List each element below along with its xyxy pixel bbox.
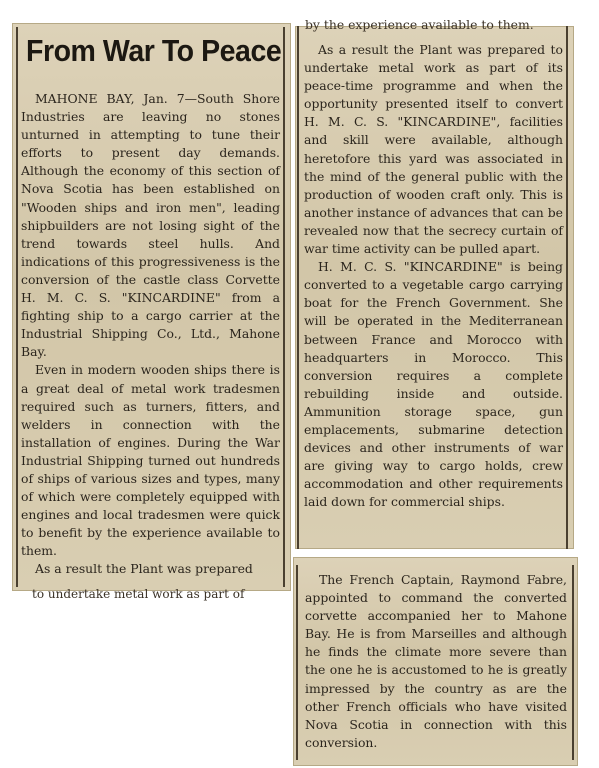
column-rule-right — [572, 565, 574, 760]
column-rule-left — [297, 26, 299, 549]
paragraph: The French Captain, Raymond Fabre, appointed to command the converted corvette accompanied her to Mahone Bay. He is from Marseilles and although he finds the climate more severe than the one he is accustomed to he is greatly impressed by the country as are the other French officials who have visited Nova Scotia in connection with this conversion. — [305, 572, 567, 750]
paragraph: MAHONE BAY, Jan. 7—South Shore Industries are leaving no stones unturned in attempting to tune their efforts to present day demands. Although the economy of this section of Nova Scotia has been established on "Wooden ships and iron men", leading shipbuilders are not losing sight of the trend towards steel hulls. And indications of this progressiveness is the conversion of the castle class Corvette H. M. C. S. "KINCARDINE" from a fighting ship to a cargo carrier at the Industrial Shipping Co., Ltd., Mahone Bay. — [21, 91, 280, 360]
clipping-left — [12, 23, 291, 601]
column-rule-right — [283, 27, 285, 587]
column-rule-left — [296, 565, 298, 760]
column-3 — [305, 571, 567, 752]
cut-off-line: by the experience available to them. — [305, 17, 534, 32]
column-rule-left — [16, 27, 18, 587]
column-1 — [21, 90, 280, 579]
cut-off-line: to undertake metal work as part of — [32, 587, 245, 601]
paragraph: Even in modern wooden ships there is a great deal of metal work tradesmen required such as turners, fitters, and welders in connection with the installation of engines. During the War Industrial Shipping turned out hundreds of ships of various sizes and types, many of which were completely equipped with engines and local tradesmen were quick to benefit by the experience available to them. — [21, 362, 280, 559]
clipping-bottom — [293, 557, 578, 766]
column-2 — [304, 41, 563, 511]
headline: From War To Peace — [26, 33, 282, 68]
paragraph: H. M. C. S. "KINCARDINE" is being converted to a vegetable cargo carrying boat for the French Government. She will be operated in the Mediterranean between France and Morocco with headquarters in Morocco. This conversion requires a complete rebuilding inside and outside. Ammunition storage space, gun emplacements, submarine detection devices and other instruments of war are giving way to cargo holds, crew accommodation and other requirements laid down for commercial ships. — [304, 259, 563, 510]
paragraph: As a result the Plant was prepared to undertake metal work as part of its peace-time programme and when the opportunity presented itself to convert H. M. C. S. "KINCARDINE", facilities and skill were available, although heretofore this yard was associated in the mind of the general public with the production of wooden craft only. This is another instance of advances that can be revealed now that the secrecy curtain of war time activity can be pulled apart. — [304, 42, 563, 257]
clipping-right — [295, 17, 574, 549]
column-rule-right — [566, 26, 568, 549]
paragraph: As a result the Plant was prepared — [35, 561, 253, 577]
